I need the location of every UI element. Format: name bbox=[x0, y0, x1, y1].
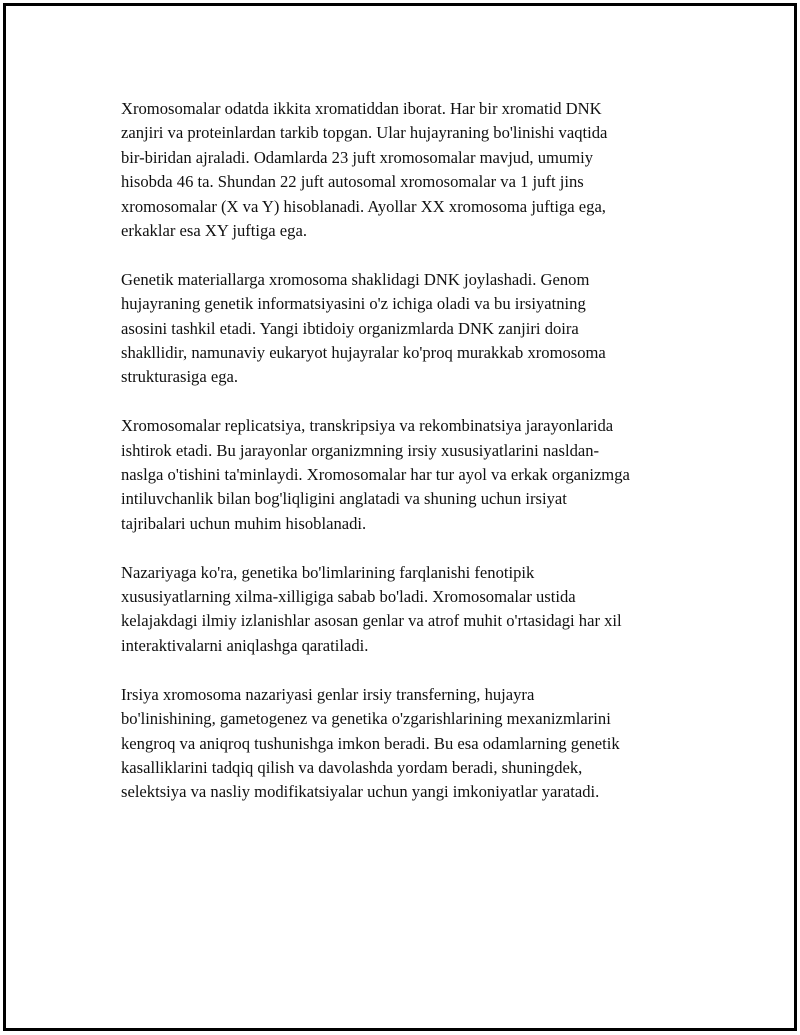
text-line: kengroq va aniqroq tushunishga imkon beradi. Bu esa odamlarning genetik bbox=[121, 733, 620, 753]
text-line: bo'linishining, gametogenez va genetika o'zgarishlarining mexanizmlarini bbox=[121, 709, 611, 729]
text-line: Genetik materiallarga xromosoma shaklidagi DNK joylashadi. Genom bbox=[121, 269, 590, 289]
text-line: hisobda 46 ta. Shundan 22 juft autosomal xromosomalar va 1 juft jins bbox=[121, 172, 584, 192]
text-line: kelajakdagi ilmiy izlanishlar asosan genlar va atrof muhit o'rtasidagi har xil bbox=[121, 611, 622, 631]
text-line: interaktivalarni aniqlashga qaratiladi. bbox=[121, 635, 369, 655]
text-line: bir-biridan ajraladi. Odamlarda 23 juft xromosomalar mavjud, umumiy bbox=[121, 147, 594, 167]
paragraph-4 bbox=[121, 561, 681, 659]
text-line: strukturasiga ega. bbox=[121, 367, 239, 387]
text-line: asosini tashkil etadi. Yangi ibtidoiy organizmlarda DNK zanjiri doira bbox=[121, 318, 579, 338]
text-line: shakllidir, namunaviy eukaryot hujayralar ko'proq murakkab xromosoma bbox=[121, 343, 606, 363]
paragraph-1 bbox=[121, 97, 681, 243]
text-line: hujayraning genetik informatsiyasini o'z ichiga oladi va bu irsiyatning bbox=[121, 294, 586, 314]
text-line: Nazariyaga ko'ra, genetika bo'limlarining farqlanishi fenotipik bbox=[121, 562, 535, 582]
text-line: intiluvchanlik bilan bog'liqligini anglatadi va shuning uchun irsiyat bbox=[121, 489, 567, 509]
paragraph-2 bbox=[121, 268, 681, 390]
text-line: zanjiri va proteinlardan tarkib topgan. Ular hujayraning bo'linishi vaqtida bbox=[121, 123, 608, 143]
paragraph-5 bbox=[121, 683, 681, 805]
text-line: erkaklar esa XY juftiga ega. bbox=[121, 221, 307, 241]
text-line: kasalliklarini tadqiq qilish va davolashda yordam beradi, shuningdek, bbox=[121, 757, 583, 777]
text-line: tajribalari uchun muhim hisoblanadi. bbox=[121, 513, 367, 533]
document-body bbox=[121, 97, 681, 829]
text-line: naslga o'tishini ta'minlaydi. Xromosomalar har tur ayol va erkak organizmga bbox=[121, 465, 630, 485]
text-line: Xromosomalar replicatsiya, transkripsiya va rekombinatsiya jarayonlarida bbox=[121, 416, 614, 436]
text-line: xromosomalar (X va Y) hisoblanadi. Ayollar XX xromosoma juftiga ega, bbox=[121, 196, 606, 216]
document-page bbox=[3, 3, 797, 1031]
text-line: selektsiya va nasliy modifikatsiyalar uchun yangi imkoniyatlar yaratadi. bbox=[121, 782, 600, 802]
text-line: ishtirok etadi. Bu jarayonlar organizmning irsiy xususiyatlarini nasldan- bbox=[121, 440, 600, 460]
paragraph-3 bbox=[121, 414, 681, 536]
text-line: Xromosomalar odatda ikkita xromatiddan iborat. Har bir xromatid DNK bbox=[121, 99, 602, 118]
text-line: xususiyatlarning xilma-xilligiga sabab bo'ladi. Xromosomalar ustida bbox=[121, 587, 576, 607]
text-line: Irsiya xromosoma nazariyasi genlar irsiy transferning, hujayra bbox=[121, 684, 535, 704]
